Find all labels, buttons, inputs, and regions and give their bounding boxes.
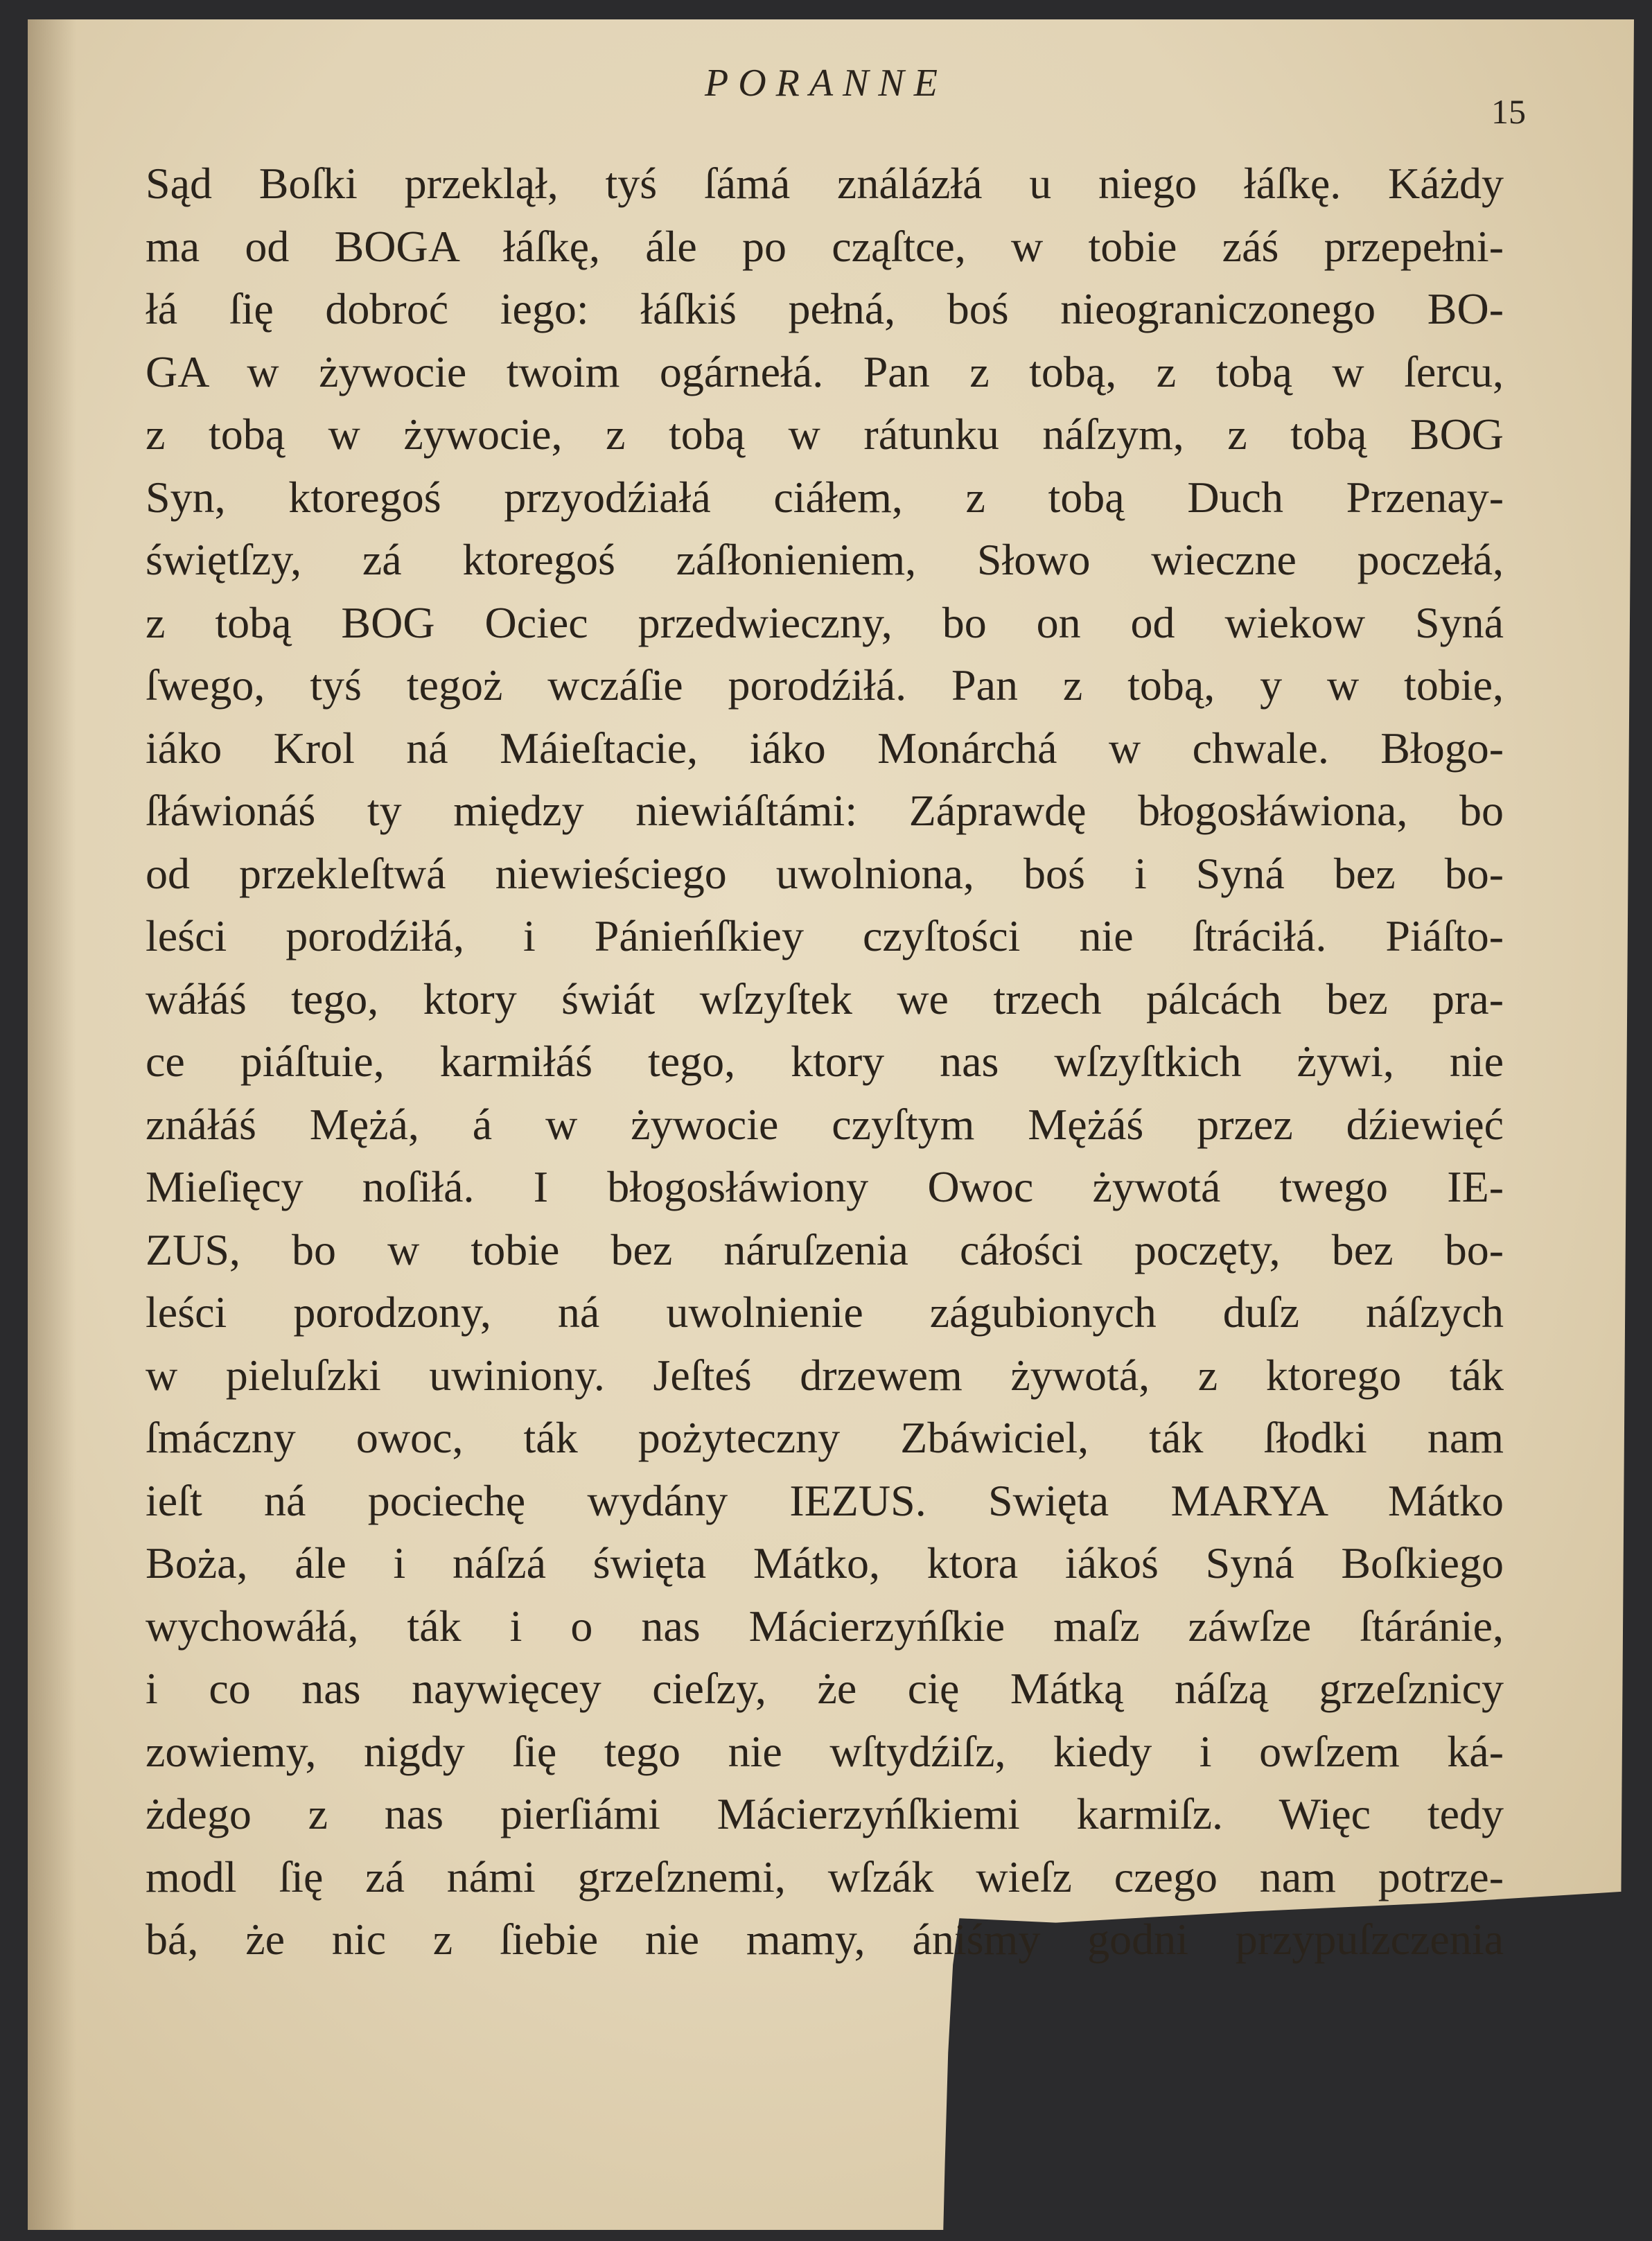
page-gutter-shadow <box>28 19 76 2230</box>
running-title: PORANNE <box>705 62 947 105</box>
text-line: ce piáſtuie, karmiłáś tego, ktory nas wſzyſtkich żywi, nie <box>146 1037 1504 1086</box>
text-line: Mieſięcy noſiłá. I błogosłáwiony Owoc żywotá twego IE- <box>146 1162 1504 1211</box>
text-line: znáłáś Mężá, á w żywocie czyſtym Mężáś przez dźiewięć <box>146 1099 1504 1149</box>
text-line: leści porodzony, ná uwolnienie zágubionych duſz náſzych <box>146 1288 1504 1337</box>
text-line: zowiemy, nigdy ſię tego nie wſtydźiſz, kiedy i owſzem ká- <box>146 1726 1504 1776</box>
text-line: modl ſię zá námi grzeſznemi, wſzák wieſz czego nam potrze- <box>146 1852 1504 1901</box>
text-line: żdego z nas pierſiámi Mácierzyńſkiemi karmiſz. Więc tedy <box>146 1789 1504 1838</box>
text-line: wychowáłá, ták i o nas Mácierzyńſkie maſz záwſze ſtáránie, <box>146 1601 1504 1651</box>
text-line: w pieluſzki uwiniony. Jeſteś drzewem żywotá, z ktorego ták <box>146 1350 1504 1400</box>
text-line: wáłáś tego, ktory świát wſzyſtek we trzech pálcách bez pra- <box>146 974 1504 1023</box>
text-line: świętſzy, zá ktoregoś záſłonieniem, Słowo wieczne poczełá, <box>146 535 1504 584</box>
text-line: Sąd Boſki przeklął, tyś ſámá ználázłá u niego łáſkę. Káżdy <box>146 159 1504 208</box>
text-line: ſłáwionáś ty między niewiáſtámi: Záprawdę błogosłáwiona, bo <box>146 786 1504 835</box>
text-line: GA w żywocie twoim ogárnełá. Pan z tobą, z tobą w ſercu, <box>146 346 1504 396</box>
text-line: iáko Krol ná Máieſtacie, iáko Monárchá w chwale. Błogo- <box>146 723 1504 773</box>
text-line: ſmáczny owoc, ták pożyteczny Zbáwiciel, ták ſłodki nam <box>146 1413 1504 1462</box>
text-line: leści porodźiłá, i Pánieńſkiey czyſtości nie ſtráciłá. Piáſto- <box>146 911 1504 960</box>
text-line: od przekleſtwá niewieściego uwolniona, boś i Syná bez bo- <box>146 848 1504 898</box>
text-line: ſwego, tyś tegoż wczáſie porodźiłá. Pan z tobą, y w tobie, <box>146 660 1504 710</box>
text-line: ZUS, bo w tobie bez náruſzenia cáłości poczęty, bez bo- <box>146 1224 1504 1274</box>
text-line: ieſt ná pociechę wydány IEZUS. Swięta MARYA Mátko <box>146 1475 1504 1525</box>
text-line: z tobą w żywocie, z tobą w rátunku náſzym, z tobą BOG <box>146 410 1504 459</box>
text-line: łá ſię dobroć iego: łáſkiś pełná, boś nieograniczonego BO- <box>146 284 1504 333</box>
text-line: ma od BOGA łáſkę, ále po cząſtce, w tobie záś przepełni- <box>146 221 1504 271</box>
text-line: bá, że nic z ſiebie nie mamy, ániśmy godni przypuſzczenia <box>146 1915 1504 1964</box>
text-line: i co nas naywięcey cieſzy, że cię Mátką náſzą grzeſznicy <box>146 1664 1504 1713</box>
body-text <box>146 152 1504 1971</box>
text-line: z tobą BOG Ociec przedwieczny, bo on od wiekow Syná <box>146 597 1504 647</box>
page-number: 15 <box>1491 92 1526 131</box>
text-line: Syn, ktoregoś przyodźiałá ciáłem, z tobą Duch Przenay- <box>146 472 1504 522</box>
text-line: Boża, ále i náſzá święta Mátko, ktora iákoś Syná Boſkiego <box>146 1538 1504 1588</box>
